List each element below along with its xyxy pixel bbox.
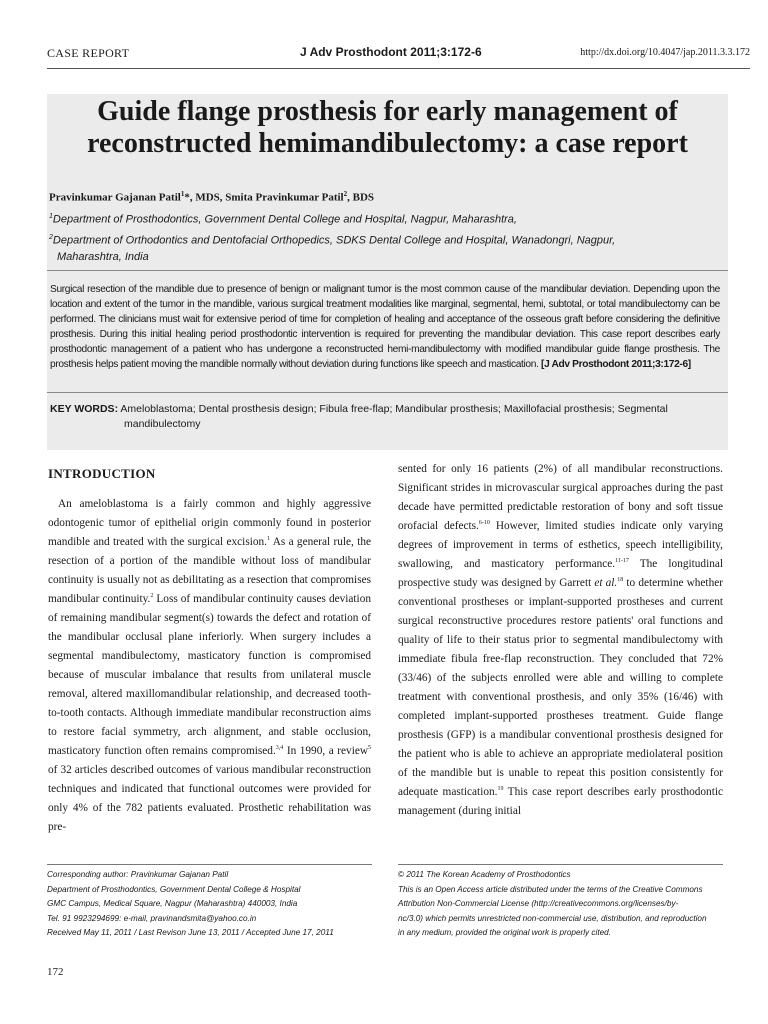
abstract-text: Surgical resection of the mandible due to presence of benign or malignant tumor is the most common cause of the mandibular deviation. Depending upon the location and extent of the tumor in the mandible, various surgical treatment modalities like marginal, segmental, hemi, subtotal, or total mandibulectomy can be performed. The clinicians must wait for extensive period of time for completion of healing and acceptance of the osseous graft before considering the definitive prosthesis. During this initial healing period prosthodontic intervention is required for preventing the mandibular deviation. This case report describes early prosthodontic management of a patient who has undergone a reconstructed hemi-mandibulectomy with modified mandibular guide flange prosthesis. The prosthesis helps patient moving the mandible normally without deviation during functions like speech and mastication. xyxy=(50,284,720,370)
intro-text: However, limited studies indicate only varying degrees of improvement in terms of esthetics, speech intelligibility, swallowing, and masticatory performance. xyxy=(398,520,723,570)
citation-ref: 11-17 xyxy=(615,558,629,565)
intro-text: This case report describes early prosthodontic management (during initial xyxy=(398,786,723,817)
abstract-citation: [J Adv Prosthodont 2011;3:172-6] xyxy=(541,359,691,370)
article-title xyxy=(47,96,728,160)
citation-ref: 1 xyxy=(266,536,270,543)
affiliation-2-cont: Maharashtra, India xyxy=(57,251,149,264)
affiliation-2 xyxy=(49,229,688,250)
section-heading-introduction: INTRODUCTION xyxy=(48,466,156,481)
journal-citation: J Adv Prosthodont 2011;3:172-6 xyxy=(300,45,482,59)
affiliation-2-mark: 2 xyxy=(49,233,53,241)
corresponding-author-note xyxy=(47,868,377,941)
et-al: et al. xyxy=(594,577,618,589)
license-line-3: nc/3.0) which permits unrestricted non-commercial use, distribution, and reproduction xyxy=(398,913,707,923)
intro-paragraph-1 xyxy=(48,495,371,837)
page-number: 172 xyxy=(47,966,64,978)
footnote-divider-left xyxy=(47,864,372,865)
copyright-line xyxy=(398,868,723,883)
copyright-text: 2011 The Korean Academy of Prosthodontics xyxy=(404,870,571,879)
abstract-bottom-divider xyxy=(47,392,728,393)
intro-text: Loss of mandibular continuity causes deviation of remaining mandibular segment(s) towards the defect and rotation of the mandibular occlusal plane inferiorly. When surgery includes a segmental mandibulectomy, masticatory function is compromised because of muscular imbalance that results from unilateral muscle removal, altered maxillomandibular relationship, and decreased tooth-to-tooth contacts. Although immediate mandibular reconstruction aims to restore facial symmetry, arch alignment, and stable occlusion, masticatory function often remains compromised. xyxy=(48,593,371,757)
column-right xyxy=(398,460,723,821)
section-label: CASE REPORT xyxy=(47,46,130,60)
license-line-2: Attribution Non-Commercial License (http://creativecommons.org/licenses/by- xyxy=(398,899,679,908)
author-department: Department of Prosthodontics, Government Dental College & Hospital xyxy=(47,884,301,894)
keywords-line-1: Ameloblastoma; Dental prosthesis design; Fibula free-flap; Mandibular prosthesis; Maxillofacial prosthesis; Segmental xyxy=(120,403,668,415)
column-left xyxy=(48,462,371,837)
received-dates: Received May 11, 2011 / Last Revison June 13, 2011 / Accepted June 17, 2011 xyxy=(47,928,334,937)
copyright-icon: © xyxy=(398,870,405,879)
author-2-affil-mark: 2 xyxy=(343,190,348,198)
citation-ref: 18 xyxy=(617,577,624,584)
author-2-name: Smita Pravinkumar Patil xyxy=(225,191,344,204)
citation-ref: 6-10 xyxy=(478,520,490,527)
abstract xyxy=(50,282,720,372)
title-line-2: reconstructed hemimandibulectomy: a case report xyxy=(87,128,688,159)
intro-text: of 32 articles described outcomes of various mandibular reconstruction techniques and indicated that functional outcomes were provided for only 4% of the 782 patients evaluated. Prosthetic rehabilitation was pre- xyxy=(48,764,371,833)
license-line-1: This is an Open Access article distributed under the terms of the Creative Commons xyxy=(398,884,703,894)
intro-paragraph-1-cont xyxy=(398,460,723,821)
author-1-name: Pravinkumar Gajanan Patil xyxy=(49,191,181,204)
author-2-degree: , BDS xyxy=(347,191,375,204)
citation-ref: 5 xyxy=(368,745,371,752)
keywords xyxy=(50,402,720,432)
author-1-affil-mark: 1 xyxy=(180,190,185,198)
footnote-divider-right xyxy=(398,864,723,865)
intro-text: sented for only 16 patients (2%) of all mandibular reconstructions. Significant strides in microvascular surgical approaches during the past decade have permitted predictable restoration of bony and soft tissue orofacial defects. xyxy=(398,463,723,532)
author-1-degree: *, MDS, xyxy=(184,191,226,204)
citation-ref: 19 xyxy=(497,786,504,793)
doi-link[interactable]: http://dx.doi.org/10.4047/jap.2011.3.3.172 xyxy=(580,47,750,58)
author-list xyxy=(49,190,718,204)
citation-ref: 2 xyxy=(150,593,154,600)
affiliation-2-text: Department of Orthodontics and Dentofacial Orthopedics, SDKS Dental College and Hospital, Wanadongri, Nagpur, xyxy=(52,234,616,247)
intro-text: to determine whether conventional prostheses or implant-supported prostheses and current surgical reconstructive procedures restore patients' oral functions and quality of life to their status prior to segmental mandibulectomy with immediate fibula free-flap reconstruction. They concluded that 72% (33/46) of the subjects enrolled were able and willing to complete treatment with conventional prosthesis, and only 35% (16/46) with completed implant-supported prostheses treatment. Guide flange prosthesis (GFP) is a mandibular conventional prosthesis designed for the patient who is able to achieve an appropriate mediolateral position of the mandible but is unable to repeat this position consistently for adequate mastication. xyxy=(398,577,723,798)
running-header xyxy=(47,44,750,64)
corresponding-author: Corresponding author: Pravinkumar Gajanan Patil xyxy=(47,870,229,879)
affiliations xyxy=(49,208,688,266)
author-contact: Tel. 91 9923294699: e-mail, pravinandsmita@yahoo.co.in xyxy=(47,913,257,923)
title-line-1: Guide flange prosthesis for early management of xyxy=(97,96,678,127)
abstract-top-divider xyxy=(47,270,728,271)
intro-text: The longitudinal prospective study was designed by Garrett xyxy=(398,558,724,589)
license-line-4: in any medium, provided the original work is properly cited. xyxy=(398,928,611,937)
citation-ref: 3,4 xyxy=(275,745,284,752)
intro-text: An ameloblastoma is a fairly common and highly aggressive odontogenic tumor of epithelial origin commonly found in posterior mandible and treated with the surgical excision. xyxy=(48,498,371,548)
license-note xyxy=(398,868,723,941)
affiliation-1-mark: 1 xyxy=(49,213,53,220)
affiliation-1-text: Department of Prosthodontics, Government Dental College and Hospital, Nagpur, Maharashtra, xyxy=(52,213,517,226)
intro-text: As a general rule, the resection of a portion of the mandible without loss of mandibular continuity is usually not as debilitating as a resection that compromises mandibular continuity. xyxy=(48,536,372,605)
keywords-line-2: mandibulectomy xyxy=(124,418,201,430)
affiliation-1 xyxy=(49,208,688,229)
keywords-label: KEY WORDS: xyxy=(50,403,119,415)
header-divider xyxy=(47,68,750,69)
intro-text: In 1990, a review xyxy=(283,745,368,757)
author-address: GMC Campus, Medical Square, Nagpur (Maharashtra) 440003, India xyxy=(47,899,298,908)
